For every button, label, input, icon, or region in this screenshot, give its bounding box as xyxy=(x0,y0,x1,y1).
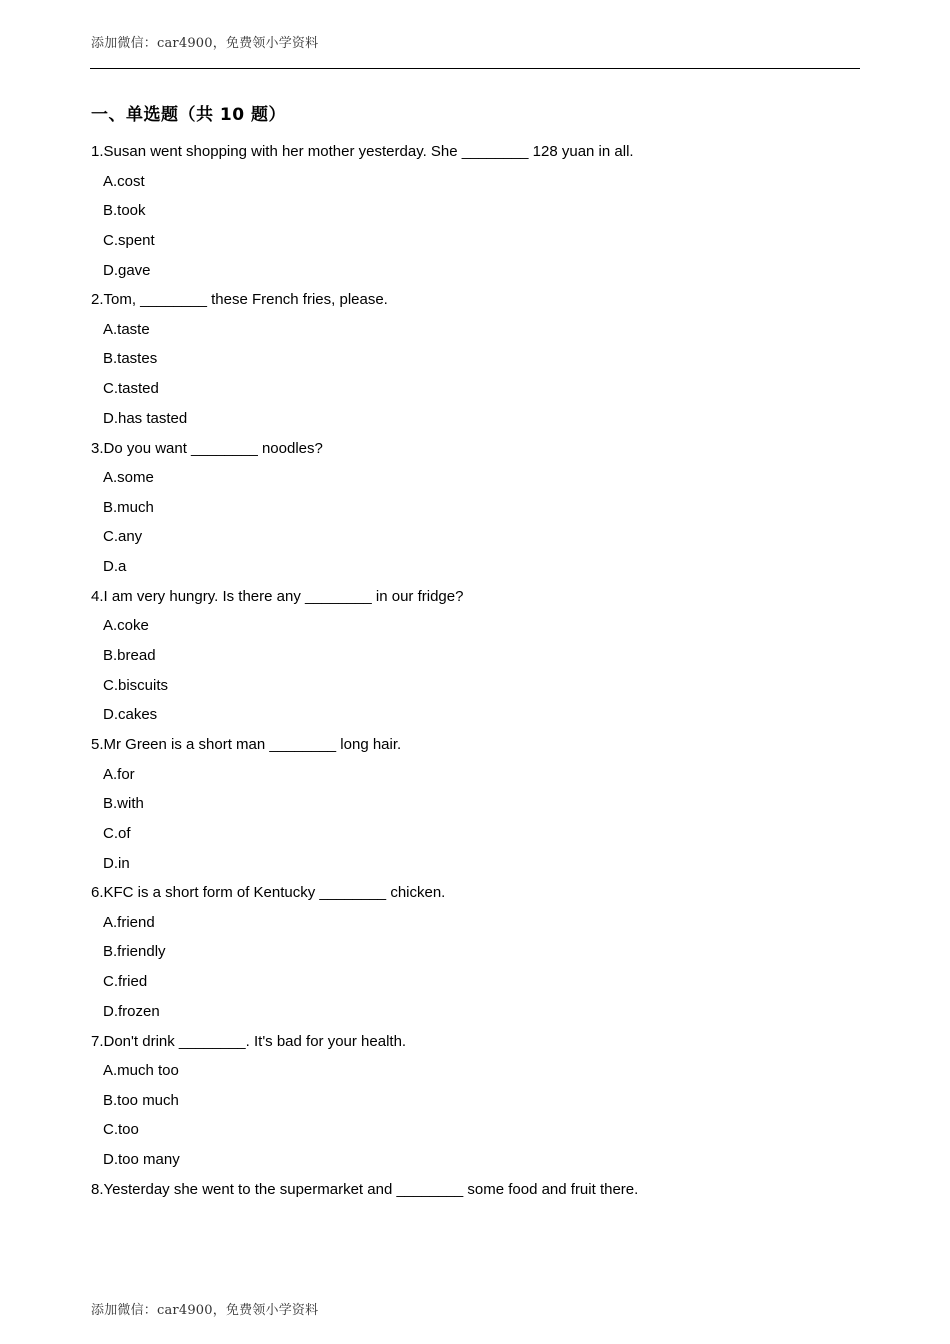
question-stem: 1.Susan went shopping with her mother yesterday. She ________ 128 yuan in all. xyxy=(91,143,634,160)
question-stem: 4.I am very hungry. Is there any ________ in our fridge? xyxy=(91,587,464,605)
question-stem: 7.Don't drink ________. It's bad for your health. xyxy=(91,1032,407,1050)
option-c: C.fried xyxy=(103,973,148,991)
question-stem: 3.Do you want ________ noodles? xyxy=(91,439,323,457)
option-c: C.any xyxy=(103,528,143,546)
question-stem: 6.KFC is a short form of Kentucky ________ chicken. xyxy=(91,884,446,902)
option-c: C.of xyxy=(103,824,131,842)
option-b: B.too much xyxy=(103,1091,179,1109)
option-b: B.bread xyxy=(103,646,156,664)
question-5 xyxy=(91,730,871,878)
option-a: A.taste xyxy=(103,320,150,338)
option-a: A.coke xyxy=(103,617,149,635)
option-d: D.too many xyxy=(103,1151,180,1169)
option-b: B.took xyxy=(103,202,146,220)
option-c: C.biscuits xyxy=(103,676,169,694)
option-a: A.cost xyxy=(103,172,145,190)
option-b: B.much xyxy=(103,498,154,516)
option-c: C.tasted xyxy=(103,380,159,398)
option-d: D.has tasted xyxy=(103,409,188,427)
option-b: B.with xyxy=(103,795,144,813)
option-a: A.for xyxy=(103,765,135,783)
option-d: D.gave xyxy=(103,261,151,279)
question-7 xyxy=(91,1027,871,1175)
option-b: B.friendly xyxy=(103,943,166,961)
option-c: C.spent xyxy=(103,231,155,249)
option-a: A.much too xyxy=(103,1062,179,1079)
option-a: A.friend xyxy=(103,913,155,931)
option-a: A.some xyxy=(103,469,154,486)
option-b: B.tastes xyxy=(103,350,158,368)
question-stem: 5.Mr Green is a short man ________ long hair. xyxy=(91,736,402,753)
option-c: C.too xyxy=(103,1121,139,1139)
question-2 xyxy=(91,285,871,433)
question-1 xyxy=(91,137,871,285)
header-note: 添加微信：car4900，免费领小学资料 xyxy=(91,36,319,51)
question-stem: 8.Yesterday she went to the supermarket and ________ some food and fruit there. xyxy=(91,1180,639,1198)
header-divider xyxy=(90,68,860,69)
option-d: D.a xyxy=(103,558,127,576)
question-3 xyxy=(91,434,871,582)
option-d: D.in xyxy=(103,854,130,872)
question-stem: 2.Tom, ________ these French fries, please. xyxy=(91,291,388,309)
question-list xyxy=(91,137,871,1204)
question-6 xyxy=(91,878,871,1026)
footer-note: 添加微信：car4900，免费领小学资料 xyxy=(91,1303,319,1318)
question-4 xyxy=(91,582,871,730)
option-d: D.cakes xyxy=(103,706,158,724)
option-d: D.frozen xyxy=(103,1002,160,1020)
section-title: 一、单选题（共 10 题） xyxy=(91,105,286,125)
question-8 xyxy=(91,1175,871,1205)
